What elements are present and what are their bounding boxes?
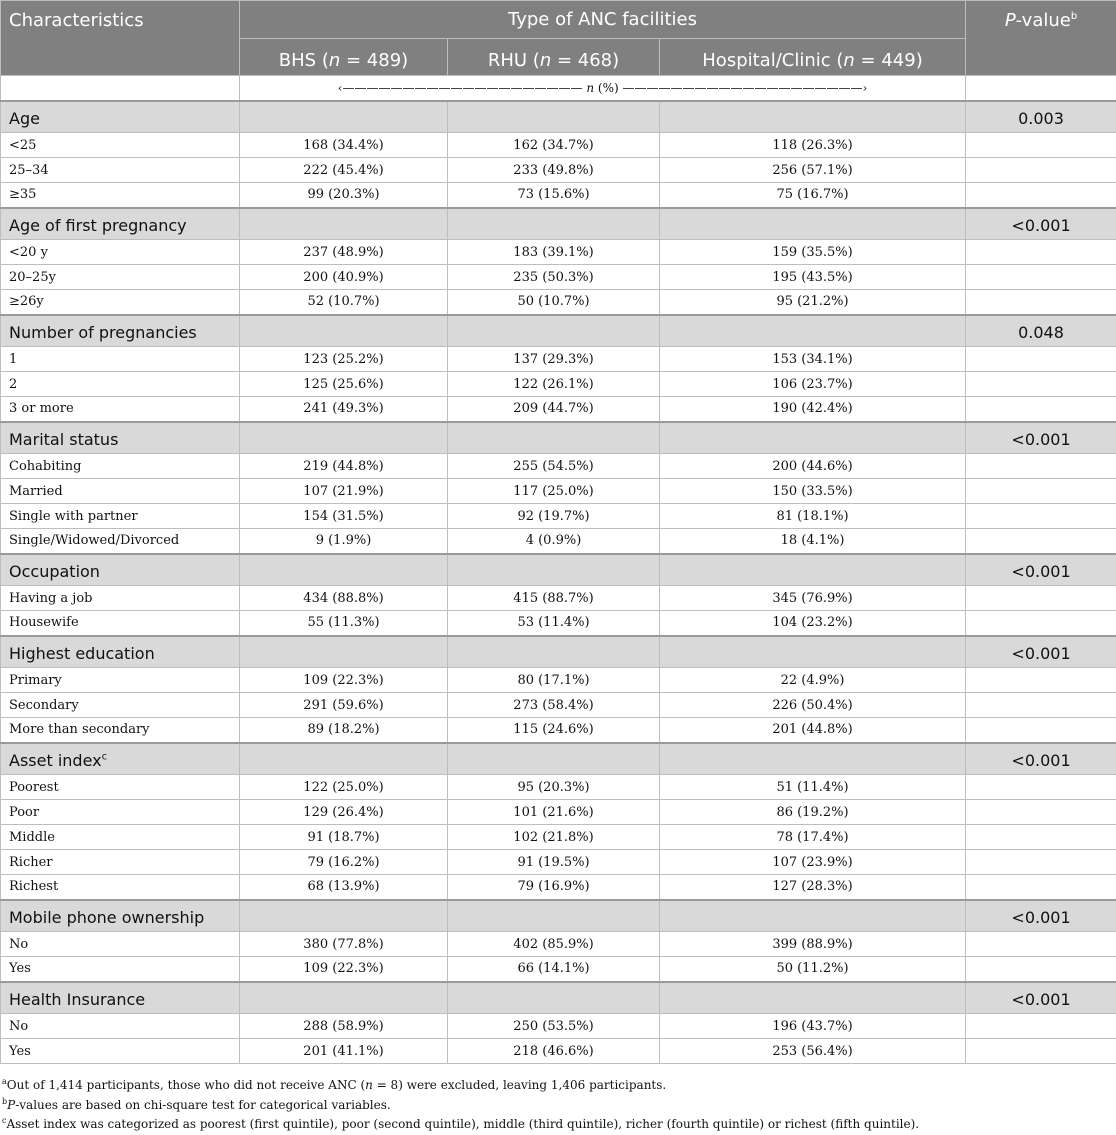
row-label: Housewife — [1, 611, 240, 636]
category-pvalue: 0.048 — [966, 315, 1116, 347]
category-label — [1, 315, 240, 347]
header-bhs-n: n — [329, 50, 340, 71]
header-facility-group: Type of ANC facilities — [240, 1, 966, 39]
cell-pvalue-empty — [966, 693, 1116, 718]
category-row — [1, 900, 1116, 932]
cell-hospital: 196 (43.7%) — [660, 1014, 966, 1039]
footnote-a-pre: Out of 1,414 participants, those who did not receive ANC ( — [7, 1078, 365, 1092]
category-pvalue: <0.001 — [966, 554, 1116, 586]
cell-rhu: 235 (50.3%) — [448, 265, 660, 290]
cell-pvalue-empty — [966, 290, 1116, 315]
cell-hospital: 95 (21.2%) — [660, 290, 966, 315]
cell-hospital: 86 (19.2%) — [660, 800, 966, 825]
table-row — [1, 875, 1116, 900]
cell-hospital: 18 (4.1%) — [660, 529, 966, 554]
cell-pvalue-empty — [966, 347, 1116, 372]
table-row — [1, 1039, 1116, 1064]
cell-rhu: 122 (26.1%) — [448, 372, 660, 397]
row-label: Richest — [1, 875, 240, 900]
cell-rhu: 4 (0.9%) — [448, 529, 660, 554]
category-label-text: Asset index — [9, 751, 102, 770]
header-bhs-post: = 489) — [340, 50, 408, 71]
unit-n: n — [586, 81, 594, 95]
category-row — [1, 422, 1116, 454]
cell-pvalue-empty — [966, 957, 1116, 982]
row-label: Secondary — [1, 693, 240, 718]
table-row — [1, 290, 1116, 315]
cell-rhu: 250 (53.5%) — [448, 1014, 660, 1039]
category-cell-rhu — [448, 636, 660, 668]
cell-pvalue-empty — [966, 240, 1116, 265]
cell-pvalue-empty — [966, 668, 1116, 693]
cell-pvalue-empty — [966, 775, 1116, 800]
cell-bhs: 109 (22.3%) — [240, 957, 448, 982]
table-row — [1, 932, 1116, 957]
cell-hospital: 81 (18.1%) — [660, 504, 966, 529]
cell-rhu: 183 (39.1%) — [448, 240, 660, 265]
footnote-b — [2, 1096, 1116, 1116]
category-cell-hospital — [660, 982, 966, 1014]
row-label: 3 or more — [1, 397, 240, 422]
cell-pvalue-empty — [966, 825, 1116, 850]
cell-bhs: 222 (45.4%) — [240, 158, 448, 183]
cell-bhs: 9 (1.9%) — [240, 529, 448, 554]
category-cell-hospital — [660, 900, 966, 932]
category-cell-hospital — [660, 101, 966, 133]
cell-hospital: 78 (17.4%) — [660, 825, 966, 850]
cell-bhs: 107 (21.9%) — [240, 479, 448, 504]
row-label: Yes — [1, 957, 240, 982]
category-label — [1, 743, 240, 775]
row-label: 2 — [1, 372, 240, 397]
cell-hospital: 104 (23.2%) — [660, 611, 966, 636]
cell-bhs: 109 (22.3%) — [240, 668, 448, 693]
unit-row — [1, 76, 1116, 101]
category-cell-hospital — [660, 636, 966, 668]
category-row — [1, 743, 1116, 775]
header-hosp-n: n — [843, 50, 854, 71]
cell-bhs: 380 (77.8%) — [240, 932, 448, 957]
table-row — [1, 693, 1116, 718]
row-label: No — [1, 932, 240, 957]
category-label-text: Age — [9, 109, 40, 128]
row-label: 1 — [1, 347, 240, 372]
footnote-a-post: = 8) were excluded, leaving 1,406 participants. — [373, 1078, 666, 1092]
pvalue-letter: P — [1005, 10, 1016, 31]
header-pvalue — [966, 1, 1116, 76]
header-characteristics: Characteristics — [1, 1, 240, 76]
category-cell-rhu — [448, 743, 660, 775]
category-cell-bhs — [240, 101, 448, 133]
cell-pvalue-empty — [966, 850, 1116, 875]
cell-bhs: 122 (25.0%) — [240, 775, 448, 800]
category-label-text: Number of pregnancies — [9, 323, 197, 342]
category-cell-rhu — [448, 315, 660, 347]
footnote-a-sup: a — [2, 1077, 7, 1086]
cell-bhs: 154 (31.5%) — [240, 504, 448, 529]
cell-rhu: 95 (20.3%) — [448, 775, 660, 800]
category-label — [1, 554, 240, 586]
table-row — [1, 133, 1116, 158]
cell-bhs: 52 (10.7%) — [240, 290, 448, 315]
table-row — [1, 529, 1116, 554]
cell-hospital: 399 (88.9%) — [660, 932, 966, 957]
category-label-text: Health Insurance — [9, 990, 145, 1009]
cell-bhs: 68 (13.9%) — [240, 875, 448, 900]
cell-pvalue-empty — [966, 479, 1116, 504]
row-label: Richer — [1, 850, 240, 875]
table-row — [1, 850, 1116, 875]
category-pvalue: <0.001 — [966, 208, 1116, 240]
header-bhs — [240, 39, 448, 76]
cell-bhs: 79 (16.2%) — [240, 850, 448, 875]
table-row — [1, 158, 1116, 183]
table-row — [1, 504, 1116, 529]
cell-hospital: 107 (23.9%) — [660, 850, 966, 875]
cell-pvalue-empty — [966, 932, 1116, 957]
cell-pvalue-empty — [966, 718, 1116, 743]
cell-pvalue-empty — [966, 372, 1116, 397]
footnote-b-sup: b — [2, 1097, 7, 1106]
cell-pvalue-empty — [966, 1014, 1116, 1039]
cell-rhu: 255 (54.5%) — [448, 454, 660, 479]
table-row — [1, 372, 1116, 397]
cell-bhs: 55 (11.3%) — [240, 611, 448, 636]
category-pvalue: 0.003 — [966, 101, 1116, 133]
row-label: <25 — [1, 133, 240, 158]
cell-rhu: 73 (15.6%) — [448, 183, 660, 208]
cell-bhs: 89 (18.2%) — [240, 718, 448, 743]
cell-pvalue-empty — [966, 454, 1116, 479]
header-hosp-post: = 449) — [855, 50, 923, 71]
category-cell-bhs — [240, 982, 448, 1014]
row-label: Middle — [1, 825, 240, 850]
cell-rhu: 218 (46.6%) — [448, 1039, 660, 1064]
category-label-text: Marital status — [9, 430, 118, 449]
category-cell-bhs — [240, 554, 448, 586]
category-cell-bhs — [240, 900, 448, 932]
category-label-text: Age of first pregnancy — [9, 216, 187, 235]
cell-bhs: 237 (48.9%) — [240, 240, 448, 265]
cell-rhu: 162 (34.7%) — [448, 133, 660, 158]
row-label: Married — [1, 479, 240, 504]
unit-label — [240, 76, 966, 101]
cell-rhu: 102 (21.8%) — [448, 825, 660, 850]
footnotes — [0, 1064, 1116, 1135]
category-row — [1, 554, 1116, 586]
cell-pvalue-empty — [966, 529, 1116, 554]
table-row — [1, 347, 1116, 372]
table-row — [1, 240, 1116, 265]
pvalue-rest: -value — [1016, 10, 1071, 31]
category-cell-hospital — [660, 422, 966, 454]
header-rhu-post: = 468) — [551, 50, 619, 71]
cell-rhu: 80 (17.1%) — [448, 668, 660, 693]
row-label: Cohabiting — [1, 454, 240, 479]
category-pvalue: <0.001 — [966, 422, 1116, 454]
category-cell-bhs — [240, 743, 448, 775]
cell-pvalue-empty — [966, 504, 1116, 529]
cell-hospital: 51 (11.4%) — [660, 775, 966, 800]
row-label: Yes — [1, 1039, 240, 1064]
cell-bhs: 288 (58.9%) — [240, 1014, 448, 1039]
table-row — [1, 454, 1116, 479]
cell-pvalue-empty — [966, 800, 1116, 825]
cell-pvalue-empty — [966, 183, 1116, 208]
category-label-text: Highest education — [9, 644, 155, 663]
table-row — [1, 586, 1116, 611]
cell-hospital: 256 (57.1%) — [660, 158, 966, 183]
cell-bhs: 129 (26.4%) — [240, 800, 448, 825]
cell-hospital: 22 (4.9%) — [660, 668, 966, 693]
cell-hospital: 159 (35.5%) — [660, 240, 966, 265]
header-row-1 — [1, 1, 1116, 39]
header-bhs-pre: BHS ( — [279, 50, 329, 71]
category-label — [1, 982, 240, 1014]
category-pvalue: <0.001 — [966, 900, 1116, 932]
row-label: ≥35 — [1, 183, 240, 208]
cell-hospital: 75 (16.7%) — [660, 183, 966, 208]
cell-pvalue-empty — [966, 265, 1116, 290]
row-label: <20 y — [1, 240, 240, 265]
header-hospital — [660, 39, 966, 76]
cell-bhs: 123 (25.2%) — [240, 347, 448, 372]
cell-hospital: 50 (11.2%) — [660, 957, 966, 982]
category-cell-bhs — [240, 208, 448, 240]
table-row — [1, 668, 1116, 693]
category-label — [1, 101, 240, 133]
cell-pvalue-empty — [966, 611, 1116, 636]
header-rhu-n: n — [540, 50, 551, 71]
header-hosp-pre: Hospital/Clinic ( — [702, 50, 843, 71]
table-row — [1, 957, 1116, 982]
row-label: Single with partner — [1, 504, 240, 529]
category-label-text: Mobile phone ownership — [9, 908, 204, 927]
table-body — [1, 76, 1116, 1064]
cell-hospital: 195 (43.5%) — [660, 265, 966, 290]
category-label — [1, 422, 240, 454]
footnote-a — [2, 1076, 1116, 1096]
unit-row-blank — [1, 76, 240, 101]
table-row — [1, 825, 1116, 850]
cell-rhu: 53 (11.4%) — [448, 611, 660, 636]
category-cell-bhs — [240, 636, 448, 668]
footnote-a-n: n — [365, 1078, 373, 1092]
category-pvalue: <0.001 — [966, 982, 1116, 1014]
row-label: ≥26y — [1, 290, 240, 315]
cell-pvalue-empty — [966, 875, 1116, 900]
header-rhu-pre: RHU ( — [488, 50, 540, 71]
cell-bhs: 168 (34.4%) — [240, 133, 448, 158]
footnote-b-p: P — [7, 1098, 15, 1112]
row-label: No — [1, 1014, 240, 1039]
cell-rhu: 415 (88.7%) — [448, 586, 660, 611]
unit-row-blank-pv — [966, 76, 1116, 101]
cell-rhu: 117 (25.0%) — [448, 479, 660, 504]
cell-bhs: 434 (88.8%) — [240, 586, 448, 611]
category-row — [1, 315, 1116, 347]
cell-bhs: 291 (59.6%) — [240, 693, 448, 718]
table-row — [1, 479, 1116, 504]
cell-hospital: 118 (26.3%) — [660, 133, 966, 158]
table-row — [1, 265, 1116, 290]
table-row — [1, 183, 1116, 208]
unit-left: ‹———————————————————— — [338, 81, 587, 95]
row-label: 20–25y — [1, 265, 240, 290]
category-cell-hospital — [660, 554, 966, 586]
cell-hospital: 201 (44.8%) — [660, 718, 966, 743]
cell-pvalue-empty — [966, 133, 1116, 158]
cell-bhs: 125 (25.6%) — [240, 372, 448, 397]
pvalue-sup: b — [1071, 11, 1077, 22]
row-label: 25–34 — [1, 158, 240, 183]
cell-hospital: 253 (56.4%) — [660, 1039, 966, 1064]
cell-rhu: 233 (49.8%) — [448, 158, 660, 183]
table-row — [1, 775, 1116, 800]
cell-hospital: 127 (28.3%) — [660, 875, 966, 900]
category-row — [1, 982, 1116, 1014]
cell-hospital: 190 (42.4%) — [660, 397, 966, 422]
cell-rhu: 91 (19.5%) — [448, 850, 660, 875]
unit-right: (%) ————————————————————› — [594, 81, 867, 95]
cell-rhu: 79 (16.9%) — [448, 875, 660, 900]
category-cell-bhs — [240, 422, 448, 454]
cell-hospital: 226 (50.4%) — [660, 693, 966, 718]
category-cell-hospital — [660, 315, 966, 347]
cell-hospital: 106 (23.7%) — [660, 372, 966, 397]
cell-rhu: 50 (10.7%) — [448, 290, 660, 315]
category-cell-rhu — [448, 422, 660, 454]
cell-hospital: 345 (76.9%) — [660, 586, 966, 611]
row-label: Primary — [1, 668, 240, 693]
table-row — [1, 1014, 1116, 1039]
header-rhu — [448, 39, 660, 76]
row-label: Having a job — [1, 586, 240, 611]
row-label: More than secondary — [1, 718, 240, 743]
row-label: Poor — [1, 800, 240, 825]
category-cell-hospital — [660, 743, 966, 775]
cell-bhs: 99 (20.3%) — [240, 183, 448, 208]
category-row — [1, 101, 1116, 133]
category-cell-hospital — [660, 208, 966, 240]
category-pvalue: <0.001 — [966, 743, 1116, 775]
table-row — [1, 611, 1116, 636]
table-row — [1, 397, 1116, 422]
table-row — [1, 800, 1116, 825]
cell-pvalue-empty — [966, 397, 1116, 422]
cell-rhu: 273 (58.4%) — [448, 693, 660, 718]
category-cell-rhu — [448, 101, 660, 133]
cell-pvalue-empty — [966, 586, 1116, 611]
category-pvalue: <0.001 — [966, 636, 1116, 668]
cell-rhu: 92 (19.7%) — [448, 504, 660, 529]
row-label: Poorest — [1, 775, 240, 800]
cell-bhs: 200 (40.9%) — [240, 265, 448, 290]
cell-bhs: 201 (41.1%) — [240, 1039, 448, 1064]
cell-pvalue-empty — [966, 158, 1116, 183]
category-label — [1, 900, 240, 932]
cell-bhs: 91 (18.7%) — [240, 825, 448, 850]
category-row — [1, 208, 1116, 240]
category-label-text: Occupation — [9, 562, 100, 581]
cell-rhu: 66 (14.1%) — [448, 957, 660, 982]
category-label-sup: c — [102, 752, 108, 763]
cell-pvalue-empty — [966, 1039, 1116, 1064]
cell-hospital: 200 (44.6%) — [660, 454, 966, 479]
cell-rhu: 115 (24.6%) — [448, 718, 660, 743]
category-cell-rhu — [448, 982, 660, 1014]
category-label — [1, 208, 240, 240]
cell-bhs: 241 (49.3%) — [240, 397, 448, 422]
category-cell-rhu — [448, 208, 660, 240]
cell-bhs: 219 (44.8%) — [240, 454, 448, 479]
cell-hospital: 150 (33.5%) — [660, 479, 966, 504]
cell-rhu: 209 (44.7%) — [448, 397, 660, 422]
cell-hospital: 153 (34.1%) — [660, 347, 966, 372]
cell-rhu: 137 (29.3%) — [448, 347, 660, 372]
footnote-c-text: Asset index was categorized as poorest (first quintile), poor (second quintile), middle (third quintile), richer (fourth quintile) or richest (fifth quintile). — [6, 1117, 919, 1131]
category-cell-rhu — [448, 554, 660, 586]
category-cell-bhs — [240, 315, 448, 347]
cell-rhu: 101 (21.6%) — [448, 800, 660, 825]
category-cell-rhu — [448, 900, 660, 932]
row-label: Single/Widowed/Divorced — [1, 529, 240, 554]
footnote-c-sup: c — [2, 1116, 6, 1125]
cell-rhu: 402 (85.9%) — [448, 932, 660, 957]
category-row — [1, 636, 1116, 668]
footnote-b-post: -values are based on chi-square test for categorical variables. — [15, 1098, 391, 1112]
category-label — [1, 636, 240, 668]
table-row — [1, 718, 1116, 743]
